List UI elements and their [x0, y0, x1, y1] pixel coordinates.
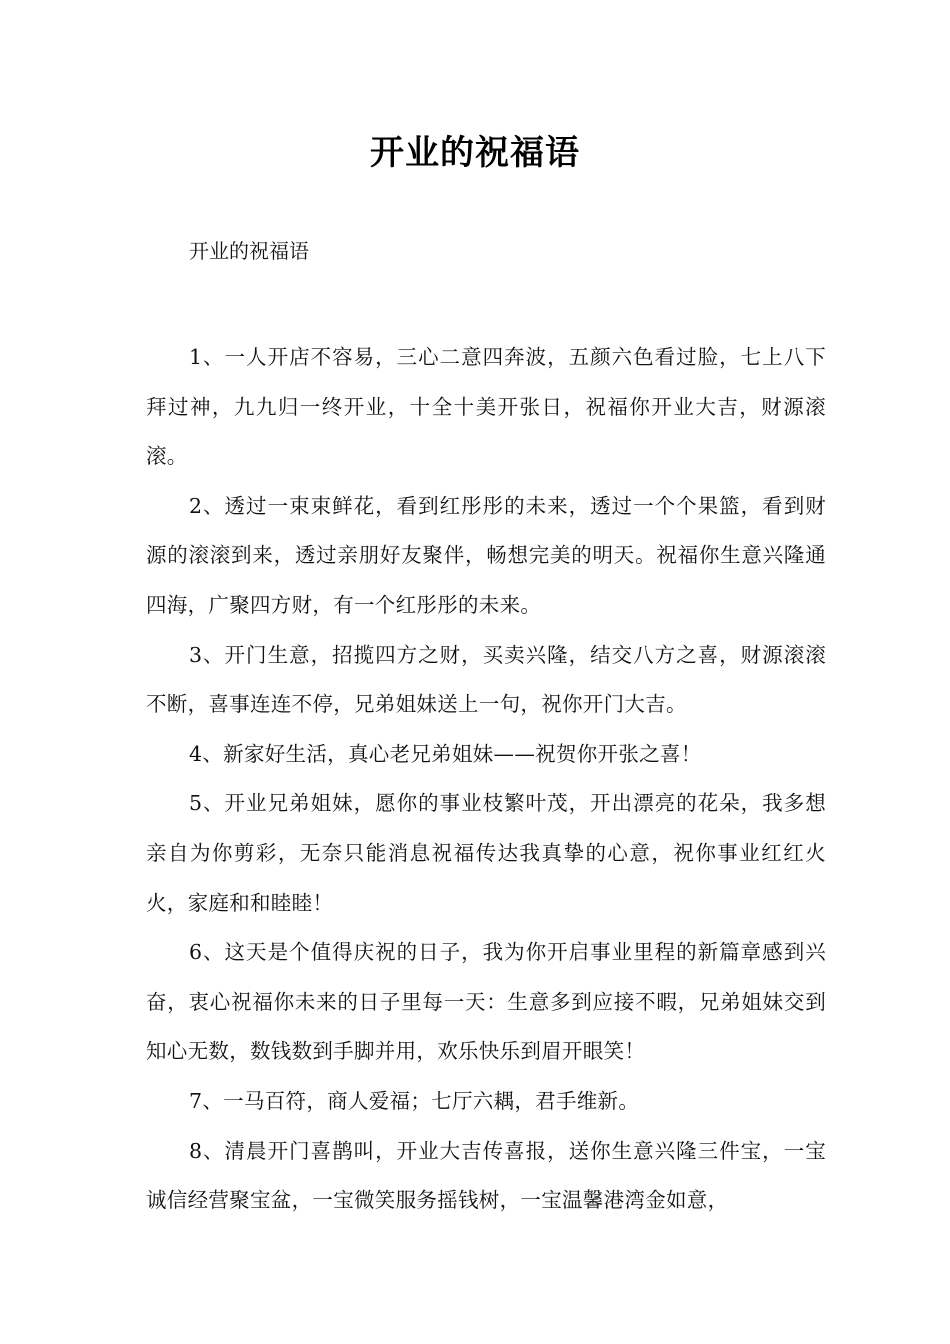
- paragraph-2: 2、透过一束束鲜花，看到红彤彤的未来，透过一个个果篮，看到财源的滚滚到来，透过亲朋好友聚伴，畅想完美的明天。祝福你生意兴隆通四海，广聚四方财，有一个红彤彤的未来。: [146, 493, 826, 617]
- document-body: [146, 333, 826, 1226]
- paragraph-4: 4、新家好生活，真心老兄弟姐妹——祝贺你开张之喜！: [189, 741, 702, 766]
- paragraph-1: 1、一人开店不容易，三心二意四奔波，五颜六色看过脸，七上八下拜过神，九九归一终开业，十全十美开张日，祝福你开业大吉，财源滚滚。: [146, 345, 826, 469]
- paragraph-7: 7、一马百符，商人爱福；七厅六耦，君手维新。: [189, 1088, 640, 1113]
- paragraph-8: 8、清晨开门喜鹊叫，开业大吉传喜报，送你生意兴隆三件宝，一宝诚信经营聚宝盆，一宝微笑服务摇钱树，一宝温馨港湾金如意，: [146, 1138, 826, 1213]
- document-title: 开业的祝福语: [370, 133, 580, 173]
- paragraph-5: 5、开业兄弟姐妹，愿你的事业枝繁叶茂，开出漂亮的花朵，我多想亲自为你剪彩，无奈只能消息祝福传达我真挚的心意，祝你事业红红火火，家庭和和睦睦！: [146, 791, 826, 915]
- document-subtitle: 开业的祝福语: [189, 239, 309, 263]
- paragraph-3: 3、开门生意，招揽四方之财，买卖兴隆，结交八方之喜，财源滚滚不断，喜事连连不停，兄弟姐妹送上一句，祝你开门大吉。: [146, 642, 826, 717]
- paragraph-6: 6、这天是个值得庆祝的日子，我为你开启事业里程的新篇章感到兴奋，衷心祝福你未来的日子里每一天：生意多到应接不暇，兄弟姐妹交到知心无数，数钱数到手脚并用，欢乐快乐到眉开眼笑！: [146, 940, 826, 1064]
